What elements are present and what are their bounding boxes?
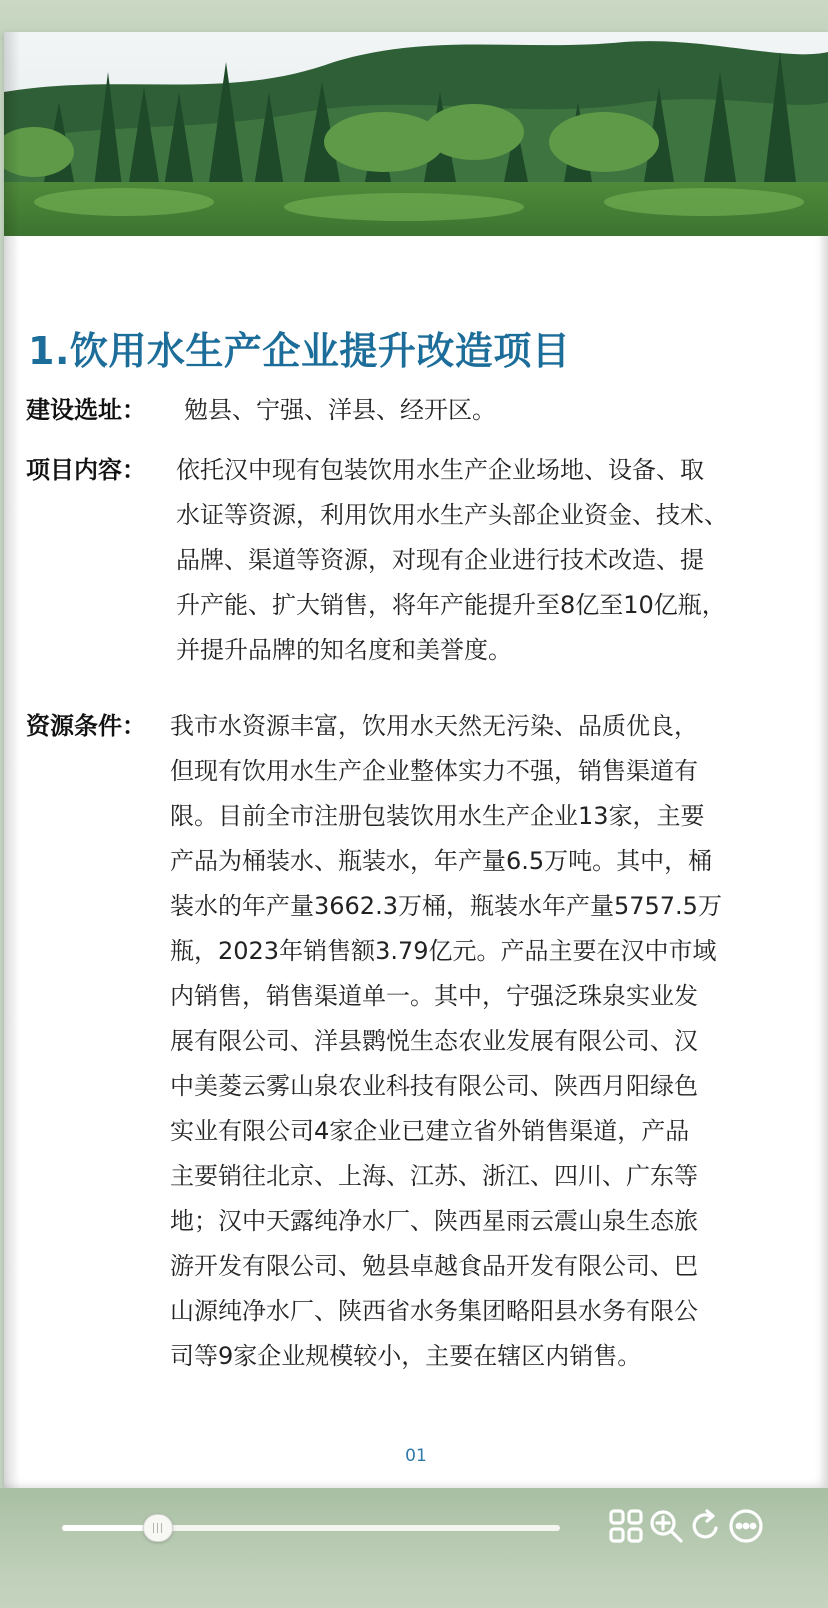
- field-label-location: 建设选址：: [26, 396, 146, 424]
- text-line: 瓶，2023年销售额3.79亿元。产品主要在汉中市域: [170, 937, 717, 965]
- slider-handle[interactable]: [143, 1514, 173, 1542]
- text-line: 主要销往北京、上海、江苏、浙江、四川、广东等: [170, 1162, 698, 1190]
- field-label-resources: 资源条件：: [26, 712, 146, 740]
- text-line: 勉县、宁强、洋县、经开区。: [184, 396, 496, 424]
- text-line: 我市水资源丰富，饮用水天然无污染、品质优良，: [170, 712, 698, 740]
- text-line: 产品为桶装水、瓶装水，年产量6.5万吨。其中，桶: [170, 847, 713, 875]
- grip-line: [157, 1523, 158, 1533]
- zoom-in-icon[interactable]: [646, 1506, 686, 1546]
- forest-header-image: [4, 32, 828, 236]
- rotate-icon[interactable]: [686, 1506, 726, 1546]
- field-location: [26, 388, 816, 436]
- field-value-location: [184, 388, 496, 433]
- grip-line: [161, 1523, 162, 1533]
- field-content: [26, 448, 816, 678]
- page-number: 01: [405, 1446, 427, 1466]
- text-line: 地；汉中天露纯净水厂、陕西星雨云震山泉生态旅: [170, 1207, 698, 1235]
- text-line: 但现有饮用水生产企业整体实力不强，销售渠道有: [170, 757, 698, 785]
- text-line: 并提升品牌的知名度和美誉度。: [176, 636, 512, 664]
- text-line: 中美菱云雾山泉农业科技有限公司、陕西月阳绿色: [170, 1072, 698, 1100]
- text-line: 限。目前全市注册包装饮用水生产企业13家，主要: [170, 802, 705, 830]
- field-label-content: 项目内容：: [26, 456, 146, 484]
- text-line: 品牌、渠道等资源，对现有企业进行技术改造、提: [176, 546, 704, 574]
- text-line: 升产能、扩大销售，将年产能提升至8亿至10亿瓶，: [176, 591, 726, 619]
- field-resources: [26, 704, 816, 1394]
- text-line: 依托汉中现有包装饮用水生产企业场地、设备、取: [176, 456, 704, 484]
- text-line: 游开发有限公司、勉县卓越食品开发有限公司、巴: [170, 1252, 698, 1280]
- text-line: 司等9家企业规模较小，主要在辖区内销售。: [170, 1342, 642, 1370]
- field-value-content: [176, 448, 728, 673]
- field-value-resources: [170, 704, 722, 1379]
- page-title: 1.饮用水生产企业提升改造项目: [28, 329, 571, 373]
- text-line: 山源纯净水厂、陕西省水务集团略阳县水务有限公: [170, 1297, 698, 1325]
- text-line: 水证等资源，利用饮用水生产头部企业资金、技术、: [176, 501, 728, 529]
- text-line: 装水的年产量3662.3万桶，瓶装水年产量5757.5万: [170, 892, 722, 920]
- text-line: 内销售，销售渠道单一。其中，宁强泛珠泉实业发: [170, 982, 698, 1010]
- grip-line: [153, 1523, 154, 1533]
- text-line: 展有限公司、洋县鹮悦生态农业发展有限公司、汉: [170, 1027, 698, 1055]
- more-icon[interactable]: [726, 1506, 766, 1546]
- grid-icon[interactable]: [606, 1506, 646, 1546]
- document-page[interactable]: [4, 32, 828, 1488]
- text-line: 实业有限公司4家企业已建立省外销售渠道，产品: [170, 1117, 690, 1145]
- page-progress-slider[interactable]: [62, 1525, 560, 1531]
